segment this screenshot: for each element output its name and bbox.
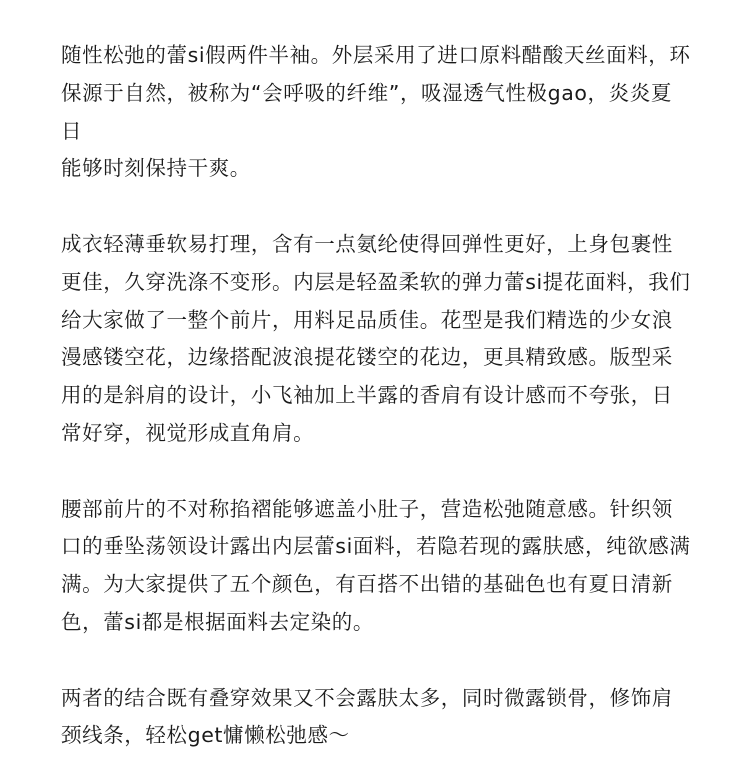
- text-line: 色，蕾si都是根据面料去定染的。: [61, 609, 374, 634]
- text-line: 能够时刻保持干爽。: [61, 156, 251, 181]
- text-line: 更佳，久穿洗涤不变形。内层是轻盈柔软的弹力蕾si提花面料，我们: [61, 269, 691, 294]
- paragraph-details: [61, 491, 691, 642]
- paragraph-summary: [61, 680, 691, 756]
- text-line: 两者的结合既有叠穿效果又不会露肤太多，同时微露锁骨，修饰肩: [61, 685, 673, 710]
- text-line: 随性松弛的蕾si假两件半袖。外层采用了进口原料醋酸天丝面料，环: [61, 43, 691, 67]
- paragraph-construction: [61, 226, 691, 453]
- text-line: 常好穿，视觉形成直角肩。: [61, 420, 315, 445]
- paragraph-spacer: [61, 453, 691, 491]
- text-line: 颈线条，轻松get慵懒松弛感～: [61, 723, 350, 748]
- paragraph-fabric: [61, 37, 691, 188]
- paragraph-spacer: [61, 642, 691, 680]
- text-line: 口的垂坠荡领设计露出内层蕾si面料，若隐若现的露肤感，纯欲感满: [61, 534, 691, 559]
- product-description: [61, 37, 691, 755]
- text-line: 用的是斜肩的设计，小飞袖加上半露的香肩有设计感而不夸张，日: [61, 383, 673, 408]
- text-line: 漫感镂空花，边缘搭配波浪提花镂空的花边，更具精致感。版型采: [61, 345, 673, 370]
- text-line: 腰部前片的不对称掐褶能够遮盖小肚子，营造松弛随意感。针织领: [61, 496, 673, 521]
- text-line: 给大家做了一整个前片，用料足品质佳。花型是我们精选的少女浪: [61, 307, 673, 332]
- text-line: 成衣轻薄垂软易打理，含有一点氨纶使得回弹性更好，上身包裹性: [61, 231, 673, 256]
- text-line: 保源于自然，被称为“会呼吸的纤维”，吸湿透气性极gao，炎炎夏日: [61, 80, 672, 143]
- text-line: 满。为大家提供了五个颜色，有百搭不出错的基础色也有夏日清新: [61, 572, 673, 597]
- paragraph-spacer: [61, 188, 691, 226]
